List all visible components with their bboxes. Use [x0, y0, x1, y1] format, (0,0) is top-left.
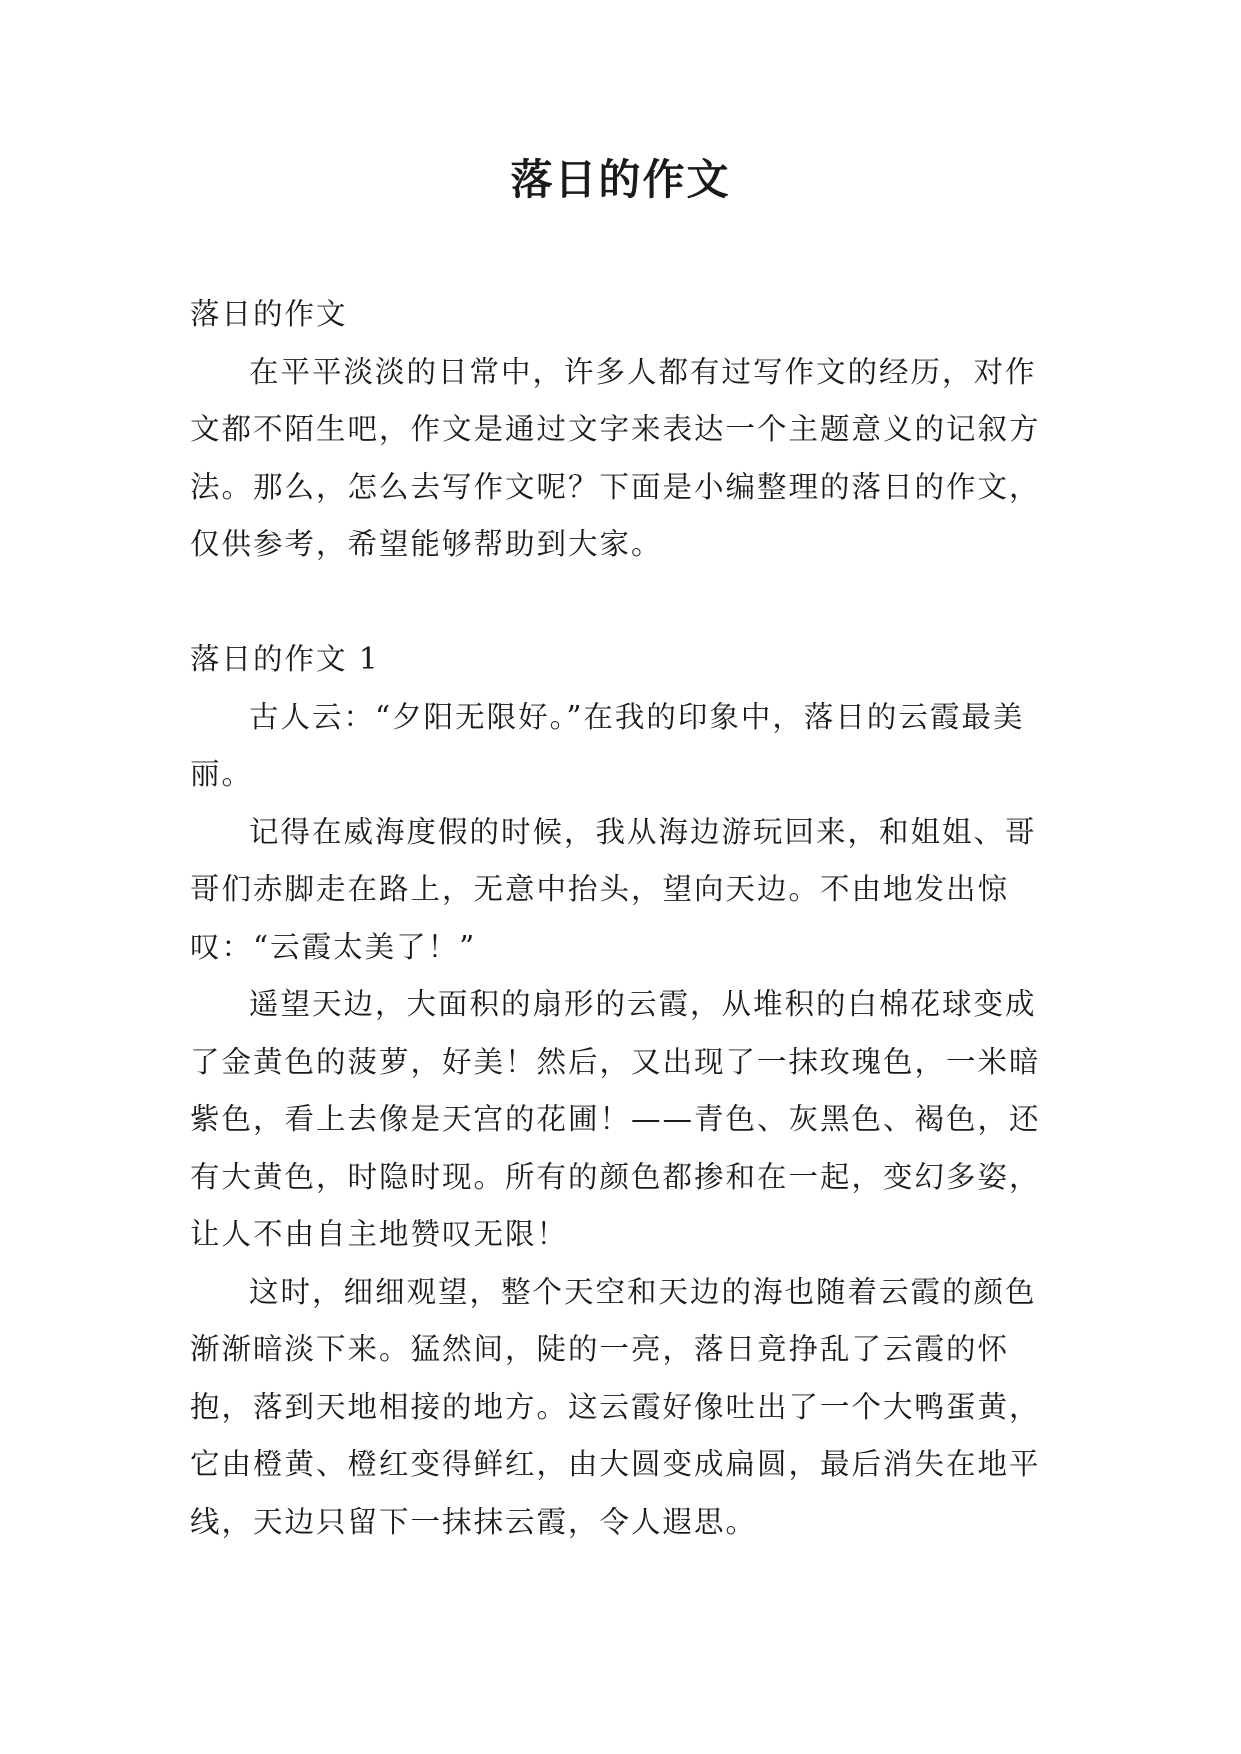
- essay-paragraph: 记得在威海度假的时候，我从海边游玩回来，和姐姐、哥哥们赤脚走在路上，无意中抬头，望向天边。不由地发出惊叹：“云霞太美了！”: [190, 814, 1037, 964]
- intro-heading: 落日的作文: [190, 297, 348, 331]
- document-title: 落日的作文: [510, 155, 731, 204]
- essay-paragraph: 古人云：“夕阳无限好。”在我的印象中，落日的云霞最美丽。: [190, 699, 1025, 791]
- essay-heading: 落日的作文 1: [190, 642, 380, 676]
- intro-paragraph: 在平平淡淡的日常中，许多人都有过写作文的经历，对作文都不陌生吧，作文是通过文字来表达一个主题意义的记叙方法。那么，怎么去写作文呢？下面是小编整理的落日的作文，仅供参考，希望能够帮助到大家。: [190, 354, 1041, 561]
- document-body: [190, 286, 1050, 1551]
- section-spacer: [190, 574, 1050, 632]
- essay-paragraph: 这时，细细观望，整个天空和天边的海也随着云霞的颜色渐渐暗淡下来。猛然间，陡的一亮，落日竟挣乱了云霞的怀抱，落到天地相接的地方。这云霞好像吐出了一个大鸭蛋黄，它由橙黄、橙红变得鲜红，由大圆变成扁圆，最后消失在地平线，天边只留下一抹抹云霞，令人遐思。: [190, 1274, 1041, 1539]
- essay-paragraph: 遥望天边，大面积的扇形的云霞，从堆积的白棉花球变成了金黄色的菠萝，好美！然后，又出现了一抹玫瑰色，一米暗紫色，看上去像是天宫的花圃！——青色、灰黑色、褐色，还有大黄色，时隐时现。所有的颜色都掺和在一起，变幻多姿，让人不由自主地赞叹无限！: [190, 987, 1041, 1251]
